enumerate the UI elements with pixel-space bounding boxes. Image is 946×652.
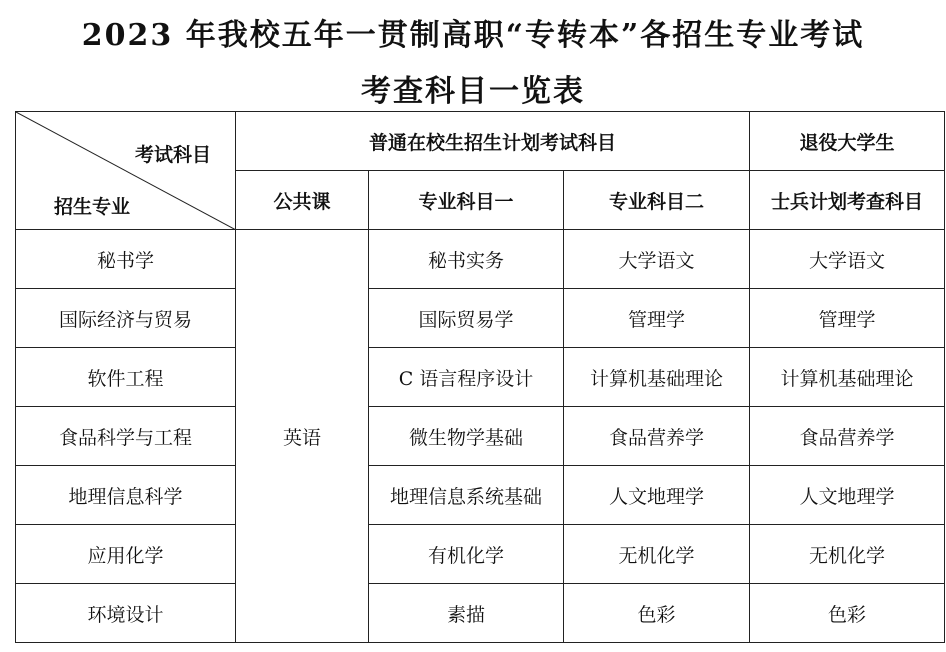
veteran-subject-cell: 无机化学 (750, 525, 945, 584)
veteran-subject-cell: 人文地理学 (750, 466, 945, 525)
corner-exam-subjects-label: 考试科目 (134, 144, 211, 166)
public-course-cell: 英语 (236, 230, 369, 643)
table-row (16, 289, 945, 348)
subject2-header: 专业科目二 (564, 171, 750, 230)
major-cell: 国际经济与贸易 (16, 289, 236, 348)
subject2-cell: 管理学 (564, 289, 750, 348)
table-row (16, 584, 945, 643)
table-row (16, 525, 945, 584)
subject2-cell: 色彩 (564, 584, 750, 643)
regular-students-header: 普通在校生招生计划考试科目 (236, 112, 750, 171)
veteran-header-line2: 士兵计划考查科目 (750, 171, 945, 230)
veteran-subject-cell: 大学语文 (750, 230, 945, 289)
subject2-cell: 人文地理学 (564, 466, 750, 525)
veteran-subject-cell: 食品营养学 (750, 407, 945, 466)
subject1-cell: C 语言程序设计 (369, 348, 564, 407)
subject2-cell: 食品营养学 (564, 407, 750, 466)
veteran-subject-cell: 计算机基础理论 (750, 348, 945, 407)
subject1-cell: 有机化学 (369, 525, 564, 584)
table-row (16, 348, 945, 407)
subject2-cell: 大学语文 (564, 230, 750, 289)
table-row (16, 230, 945, 289)
veteran-subject-cell: 管理学 (750, 289, 945, 348)
major-cell: 环境设计 (16, 584, 236, 643)
public-course-header: 公共课 (236, 171, 369, 230)
veteran-subject-cell: 色彩 (750, 584, 945, 643)
subject1-header: 专业科目一 (369, 171, 564, 230)
major-cell: 应用化学 (16, 525, 236, 584)
document-title-line2: 考查科目一览表 (361, 74, 585, 109)
veteran-header-line1: 退役大学生 (750, 112, 945, 171)
subject1-cell: 国际贸易学 (369, 289, 564, 348)
major-cell: 软件工程 (16, 348, 236, 407)
corner-header-cell (16, 112, 236, 230)
subject2-cell: 无机化学 (564, 525, 750, 584)
major-cell: 秘书学 (16, 230, 236, 289)
major-cell: 食品科学与工程 (16, 407, 236, 466)
subject2-cell: 计算机基础理论 (564, 348, 750, 407)
subject1-cell: 素描 (369, 584, 564, 643)
table-row (16, 407, 945, 466)
corner-majors-label: 招生专业 (54, 196, 131, 218)
header-row-1 (16, 112, 945, 171)
subject1-cell: 秘书实务 (369, 230, 564, 289)
subjects-table (15, 111, 945, 643)
subject1-cell: 地理信息系统基础 (369, 466, 564, 525)
document-title-line1: 2023 年我校五年一贯制高职“专转本”各招生专业考试 (81, 18, 865, 53)
subject1-cell: 微生物学基础 (369, 407, 564, 466)
major-cell: 地理信息科学 (16, 466, 236, 525)
table-row (16, 466, 945, 525)
